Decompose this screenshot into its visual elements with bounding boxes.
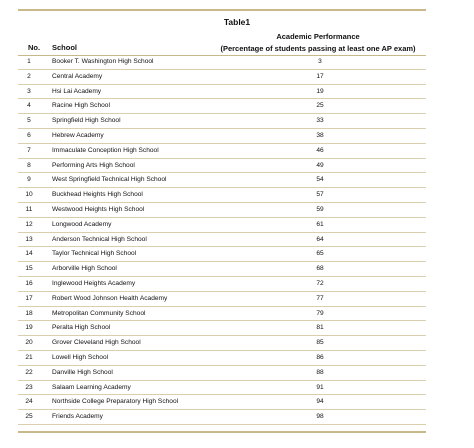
table-body	[18, 55, 426, 425]
table-row	[18, 55, 426, 70]
performance-value: 68	[316, 265, 324, 273]
row-number: 4	[27, 102, 31, 110]
row-number: 14	[25, 250, 33, 258]
header-performance	[213, 31, 423, 55]
performance-value: 57	[316, 191, 324, 199]
row-number: 19	[25, 324, 33, 332]
school-name: Inglewood Heights Academy	[52, 279, 136, 287]
table-row	[18, 159, 426, 174]
performance-value: 77	[316, 294, 324, 302]
row-number: 1	[27, 58, 31, 65]
table-row	[18, 233, 426, 248]
table-row	[18, 395, 426, 410]
row-number: 18	[25, 309, 33, 317]
school-name: Grover Cleveland High School	[52, 339, 141, 347]
row-number: 12	[25, 220, 33, 228]
school-name: Arborville High School	[52, 265, 117, 273]
row-number: 21	[25, 353, 33, 361]
performance-value: 49	[316, 161, 324, 169]
school-name: Racine High School	[52, 102, 110, 110]
table-row	[18, 218, 426, 233]
school-name: Hebrew Academy	[52, 131, 104, 139]
table-row	[18, 85, 426, 100]
school-name: Hsi Lai Academy	[52, 87, 102, 95]
row-number: 2	[27, 72, 31, 80]
header-no: No.	[28, 43, 41, 52]
school-name: Springfield High School	[52, 117, 121, 125]
table-row	[18, 114, 426, 129]
performance-value: 91	[316, 383, 324, 391]
performance-value: 61	[316, 220, 324, 228]
row-number: 5	[27, 117, 31, 125]
table-title: Table1	[223, 17, 251, 27]
table-row	[18, 129, 426, 144]
row-number: 9	[27, 176, 31, 184]
table-row	[18, 366, 426, 381]
school-name: Robert Wood Johnson Health Academy	[52, 294, 168, 302]
performance-value: 81	[316, 324, 324, 332]
table-row	[18, 336, 426, 351]
performance-value: 86	[316, 353, 324, 361]
top-rule	[18, 9, 426, 11]
performance-value: 54	[316, 176, 324, 184]
performance-value: 59	[316, 205, 324, 213]
school-name: Performing Arts High School	[52, 161, 135, 169]
table-row	[18, 292, 426, 307]
table-header	[18, 31, 426, 57]
performance-value: 38	[316, 131, 324, 139]
school-name: Westwood Heights High School	[52, 205, 145, 213]
row-number: 11	[25, 205, 33, 213]
row-number: 15	[25, 265, 33, 273]
row-number: 23	[25, 383, 33, 391]
school-name: Friends Academy	[52, 413, 103, 421]
school-name: Northside College Preparatory High School	[52, 398, 179, 406]
performance-value: 98	[316, 413, 324, 421]
row-number: 16	[25, 279, 33, 287]
row-number: 6	[27, 131, 31, 139]
table-row	[18, 351, 426, 366]
performance-value: 64	[316, 235, 324, 243]
table-row	[18, 99, 426, 114]
row-number: 7	[27, 146, 31, 154]
school-name: Salaam Learning Academy	[52, 383, 131, 391]
table-row	[18, 247, 426, 262]
performance-value: 79	[316, 309, 324, 317]
school-name: Central Academy	[52, 72, 103, 80]
table-row	[18, 203, 426, 218]
table-row	[18, 144, 426, 159]
school-name: Danville High School	[52, 368, 113, 376]
header-performance-subtitle: (Percentage of students passing at least one AP exam)	[220, 44, 416, 53]
header-school: School	[52, 43, 78, 52]
school-name: Anderson Technical High School	[52, 235, 147, 243]
school-name: Lowell High School	[52, 353, 109, 361]
performance-value: 94	[316, 398, 324, 406]
table-row	[18, 173, 426, 188]
performance-value: 17	[316, 72, 324, 80]
school-name: Metropolitan Community School	[52, 309, 146, 317]
row-number: 3	[27, 87, 31, 95]
performance-value: 65	[316, 250, 324, 258]
table-row	[18, 410, 426, 425]
bottom-rule	[18, 431, 426, 433]
performance-value: 25	[316, 102, 324, 110]
table-row	[18, 188, 426, 203]
row-number: 17	[25, 294, 33, 302]
table-row	[18, 262, 426, 277]
performance-value: 72	[316, 279, 324, 287]
row-number: 13	[25, 235, 33, 243]
table-row	[18, 307, 426, 322]
table-row	[18, 381, 426, 396]
row-number: 8	[27, 161, 31, 169]
table-row	[18, 321, 426, 336]
performance-value: 33	[316, 117, 324, 125]
performance-value: 3	[318, 58, 322, 65]
row-number: 24	[25, 398, 33, 406]
school-name: Immaculate Conception High School	[52, 146, 159, 154]
row-number: 25	[25, 413, 33, 421]
row-number: 10	[25, 191, 33, 199]
school-name: Peralta High School	[52, 324, 111, 332]
school-name: West Springfield Technical High School	[52, 176, 167, 184]
school-name: Booker T. Washington High School	[52, 58, 154, 65]
performance-value: 19	[316, 87, 324, 95]
table-row	[18, 70, 426, 85]
row-number: 20	[25, 339, 33, 347]
school-name: Longwood Academy	[52, 220, 112, 228]
row-number: 22	[25, 368, 33, 376]
performance-value: 88	[316, 368, 324, 376]
school-name: Buckhead Heights High School	[52, 191, 143, 199]
performance-value: 85	[316, 339, 324, 347]
performance-value: 46	[316, 146, 324, 154]
header-performance-title: Academic Performance	[276, 32, 360, 41]
table-row	[18, 277, 426, 292]
school-name: Taylor Technical High School	[52, 250, 137, 258]
